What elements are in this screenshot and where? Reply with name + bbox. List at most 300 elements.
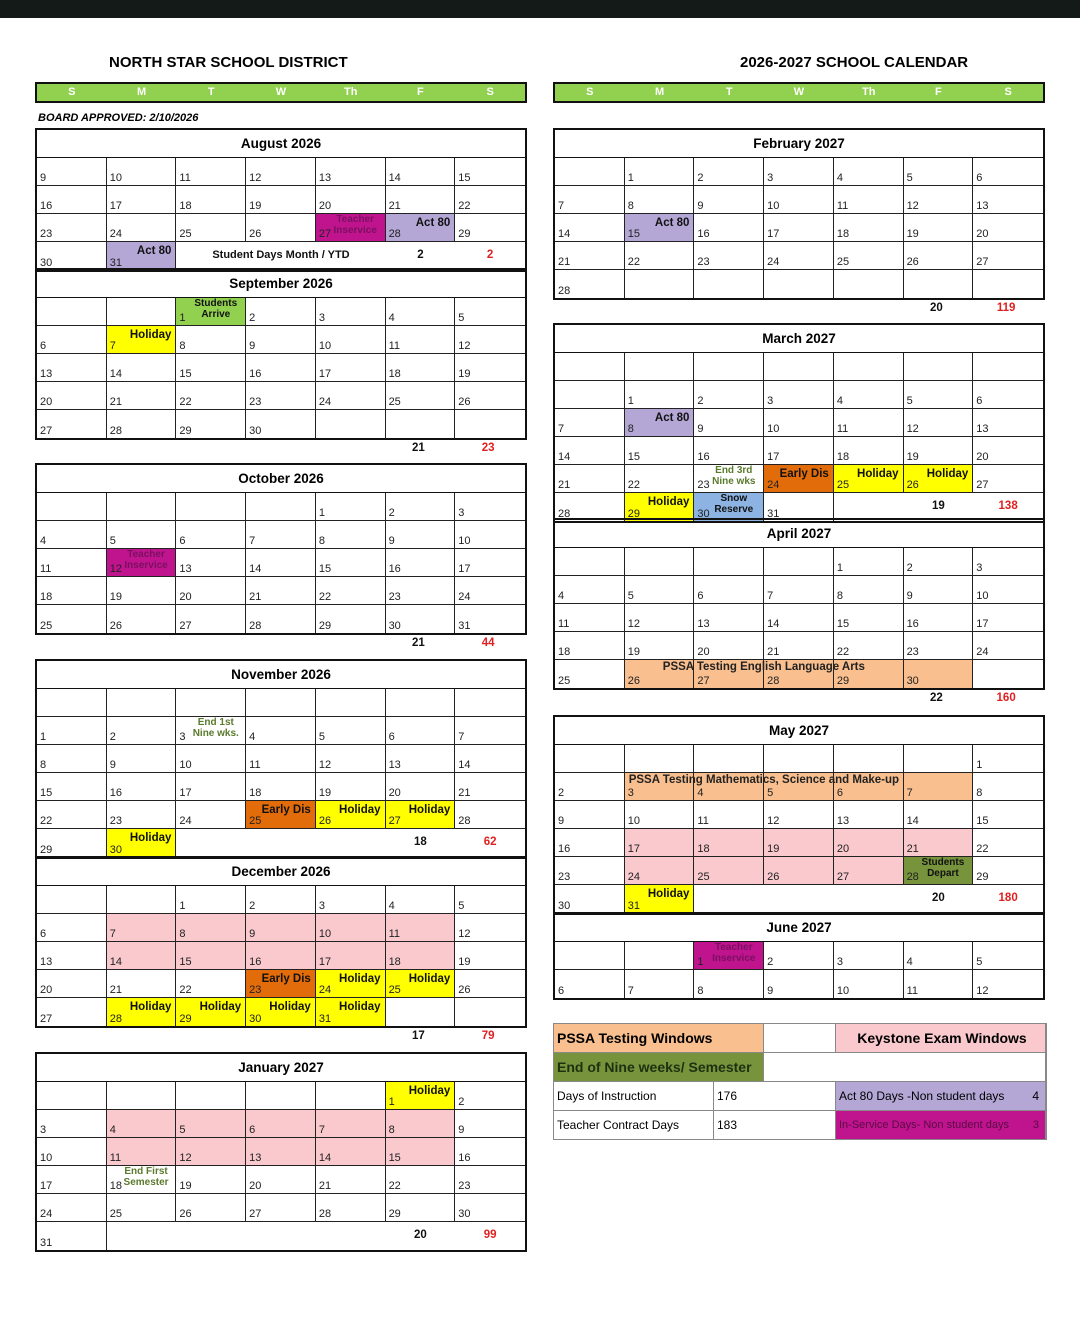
day-number: 29: [836, 675, 850, 687]
day-number: 2: [249, 312, 256, 324]
week-row: [555, 857, 1043, 885]
day-number: 19: [179, 1180, 192, 1192]
day-number: 12: [627, 618, 640, 630]
empty-cell: [834, 270, 904, 298]
empty-cell: [555, 353, 625, 381]
day-cell: [37, 549, 107, 577]
week-row: [555, 745, 1043, 773]
day-number: 16: [388, 563, 401, 575]
day-number: 17: [767, 228, 780, 240]
day-cell: [455, 521, 525, 549]
day-cell: [176, 298, 246, 326]
day-number: 12: [906, 200, 919, 212]
day-number: 27: [976, 256, 989, 268]
month-october-2026: [35, 463, 527, 635]
day-cell: [904, 942, 974, 970]
month-student-days: 20: [930, 302, 943, 314]
day-header-label: S: [1004, 86, 1012, 98]
day-number: 24: [318, 396, 332, 408]
day-cell: [176, 410, 246, 438]
day-number: 2: [767, 956, 774, 968]
day-number: 4: [40, 535, 47, 547]
day-cell: [455, 801, 525, 829]
day-number: 10: [318, 340, 332, 352]
day-number: 22: [836, 646, 850, 658]
empty-cell: [316, 410, 386, 438]
day-cell: [107, 577, 177, 605]
week-row: [37, 1222, 525, 1250]
day-number: 31: [767, 508, 780, 520]
day-cell: [176, 1138, 246, 1166]
day-number: 4: [388, 312, 395, 324]
day-cell: [694, 465, 764, 493]
day-cell: [834, 942, 904, 970]
day-cell: [246, 158, 316, 186]
day-cell: [455, 886, 525, 914]
day-number: 26: [767, 871, 780, 883]
day-number: 11: [697, 815, 709, 827]
day-cell: [107, 1194, 177, 1222]
empty-cell: [107, 1222, 177, 1250]
day-event-label: Holiday: [339, 973, 381, 985]
day-number: 6: [558, 985, 565, 997]
empty-cell: [973, 353, 1043, 381]
month-title: November 2026: [37, 661, 525, 689]
day-cell: [37, 326, 107, 354]
day-number: 11: [179, 172, 191, 184]
empty-cell: [555, 942, 625, 970]
day-number: 11: [388, 928, 400, 940]
week-row: [37, 382, 525, 410]
week-row: [37, 298, 525, 326]
month-title: June 2027: [555, 914, 1043, 942]
week-row: [37, 773, 525, 801]
day-number: 27: [179, 620, 192, 632]
day-cell: [455, 1110, 525, 1138]
day-number: 14: [767, 618, 780, 630]
day-number: 10: [767, 423, 780, 435]
day-cell: [386, 354, 456, 382]
empty-cell: [625, 353, 695, 381]
day-number: 13: [40, 368, 53, 380]
student-days-label: Student Days Month / YTD: [212, 249, 350, 261]
day-event-label: End 3rd Nine wks: [712, 465, 756, 487]
day-number: 22: [179, 984, 192, 996]
empty-cell: [904, 745, 974, 773]
day-cell: [625, 493, 695, 521]
empty-cell: [694, 885, 764, 913]
day-number: 12: [767, 815, 780, 827]
day-cell: [386, 298, 456, 326]
day-cell: [834, 576, 904, 604]
day-number: 7: [627, 985, 634, 997]
day-cell: [107, 1166, 177, 1194]
day-number: 28: [558, 508, 571, 520]
day-number: 6: [249, 1124, 256, 1136]
day-number: 8: [179, 340, 186, 352]
day-number: 8: [627, 200, 634, 212]
day-cell: [973, 632, 1043, 660]
month-june-2027: [553, 912, 1045, 1000]
day-number: 24: [318, 984, 332, 996]
day-number: 20: [388, 787, 401, 799]
day-number: 6: [976, 172, 983, 184]
day-cell: [764, 970, 834, 998]
day-number: 4: [697, 787, 704, 799]
day-cell: [37, 717, 107, 745]
day-cell: [107, 942, 177, 970]
day-cell: [176, 717, 246, 745]
day-header-label: Th: [861, 86, 876, 98]
empty-cell: [316, 829, 386, 857]
day-number: 9: [40, 172, 47, 184]
day-number: 3: [318, 312, 325, 324]
day-cell: [694, 942, 764, 970]
day-number: 30: [558, 900, 571, 912]
week-row: [37, 577, 525, 605]
day-cell: [37, 158, 107, 186]
day-cell: [107, 745, 177, 773]
day-cell: [176, 214, 246, 242]
empty-cell: [246, 493, 316, 521]
day-number: 1: [179, 900, 186, 912]
empty-cell: [246, 829, 316, 857]
day-header-label: F: [935, 86, 942, 98]
day-number: 13: [976, 423, 989, 435]
day-cell: [316, 970, 386, 998]
week-row: [555, 353, 1043, 381]
day-number: 10: [109, 172, 122, 184]
day-number: 11: [109, 1152, 122, 1164]
day-cell: [625, 437, 695, 465]
month-student-days: 20: [932, 892, 945, 904]
day-number: 3: [976, 562, 983, 574]
day-cell: [37, 970, 107, 998]
month-december-2026: [35, 856, 527, 1028]
day-cell: [694, 381, 764, 409]
day-number: 31: [109, 257, 122, 269]
day-cell: [694, 186, 764, 214]
day-cell: [973, 186, 1043, 214]
week-row: [555, 970, 1043, 998]
day-cell: [176, 577, 246, 605]
week-row: [37, 605, 525, 633]
week-row: [37, 1166, 525, 1194]
day-cell: [625, 465, 695, 493]
day-cell: [37, 1194, 107, 1222]
day-event-label: Holiday: [647, 496, 690, 508]
day-cell: [107, 970, 177, 998]
day-cell: [455, 1082, 525, 1110]
day-number: 17: [109, 200, 122, 212]
day-number: 11: [40, 563, 52, 575]
day-cell: [316, 493, 386, 521]
day-cell: [625, 604, 695, 632]
day-cell: [316, 1138, 386, 1166]
day-number: 26: [458, 984, 471, 996]
day-cell: [834, 773, 904, 801]
month-totals-row: [35, 440, 523, 462]
day-event-label: Teacher Inservice: [124, 549, 168, 571]
day-number: 29: [627, 508, 640, 520]
day-cell: [834, 437, 904, 465]
day-cell: [37, 521, 107, 549]
day-cell: [316, 326, 386, 354]
day-number: 14: [318, 1152, 332, 1164]
day-number: 13: [40, 956, 53, 968]
day-header-label: S: [586, 86, 594, 98]
day-cell: [386, 158, 456, 186]
day-event-label: Early Dis: [779, 468, 829, 480]
day-event-label: Early Dis: [261, 973, 311, 985]
day-number: 17: [767, 451, 780, 463]
day-number: 19: [318, 787, 332, 799]
day-number: 16: [558, 843, 571, 855]
day-number: 27: [388, 815, 401, 827]
week-row: [555, 942, 1043, 970]
month-april-2027: [553, 518, 1045, 690]
day-number: 30: [40, 257, 53, 269]
day-number: 27: [40, 1013, 53, 1025]
day-cell: [904, 773, 974, 801]
day-cell: [694, 970, 764, 998]
day-cell: [694, 829, 764, 857]
day-number: 22: [40, 815, 53, 827]
day-number: 4: [109, 1124, 116, 1136]
empty-cell: [625, 548, 695, 576]
day-cell: [386, 942, 456, 970]
empty-cell: [176, 689, 246, 717]
day-cell: [694, 493, 764, 521]
week-row: [37, 1082, 525, 1110]
month-may-2027: [553, 715, 1045, 915]
day-cell: [555, 604, 625, 632]
day-number: 1: [40, 731, 47, 743]
day-cell: [834, 660, 904, 688]
empty-cell: [37, 298, 107, 326]
day-number: 1: [697, 956, 704, 968]
ytd-student-days: 138: [998, 500, 1018, 512]
day-number: 20: [40, 396, 53, 408]
day-number: 23: [388, 591, 401, 603]
month-student-days: 20: [414, 1229, 427, 1241]
day-number: 31: [318, 1013, 332, 1025]
day-number: 10: [179, 759, 192, 771]
day-cell: [764, 942, 834, 970]
day-number: 12: [906, 423, 919, 435]
day-number: 21: [558, 256, 571, 268]
day-number: 16: [109, 787, 122, 799]
day-cell: [316, 1166, 386, 1194]
day-cell: [107, 605, 177, 633]
day-number: 29: [179, 1013, 192, 1025]
day-cell: [386, 521, 456, 549]
week-row: [37, 1194, 525, 1222]
day-number: 8: [388, 1124, 395, 1136]
day-cell: [176, 549, 246, 577]
day-number: 4: [836, 395, 843, 407]
day-number: 25: [109, 1208, 122, 1220]
day-cell: [973, 576, 1043, 604]
week-row: [37, 886, 525, 914]
week-row: [555, 660, 1043, 688]
month-january-2027: [35, 1052, 527, 1252]
day-cell: [386, 577, 456, 605]
day-cell: [625, 214, 695, 242]
day-number: 16: [40, 200, 53, 212]
day-cell: [316, 1110, 386, 1138]
day-cell: [37, 1138, 107, 1166]
day-number: 7: [109, 928, 116, 940]
day-cell: [176, 745, 246, 773]
day-number: 14: [906, 815, 919, 827]
contract-days-label: Teacher Contract Days: [554, 1111, 714, 1139]
day-cell: [764, 576, 834, 604]
day-cell: [764, 437, 834, 465]
day-cell: [316, 998, 386, 1026]
month-november-2026: [35, 659, 527, 859]
week-row: [37, 354, 525, 382]
day-cell: [316, 1194, 386, 1222]
day-cell: [246, 942, 316, 970]
day-number: 28: [249, 620, 262, 632]
day-cell: [764, 381, 834, 409]
day-event-label: Holiday: [857, 468, 899, 480]
month-totals-row: [35, 1028, 523, 1050]
day-header-right: [553, 82, 1045, 103]
day-number: 31: [458, 620, 471, 632]
day-cell: [555, 576, 625, 604]
day-cell: [316, 605, 386, 633]
day-number: 30: [109, 844, 122, 856]
day-number: 5: [179, 1124, 186, 1136]
day-number: 24: [767, 256, 780, 268]
empty-cell: [625, 942, 695, 970]
empty-cell: [176, 493, 246, 521]
day-number: 5: [109, 535, 116, 547]
month-totals-row: [35, 635, 523, 657]
day-number: 13: [836, 815, 850, 827]
day-header-label: M: [654, 86, 665, 98]
day-cell: [764, 660, 834, 688]
day-number: 15: [627, 451, 640, 463]
day-number: 18: [249, 787, 262, 799]
month-title: March 2027: [555, 325, 1043, 353]
day-number: 3: [767, 395, 774, 407]
month-title: April 2027: [555, 520, 1043, 548]
day-cell: [834, 158, 904, 186]
day-number: 10: [458, 535, 471, 547]
ytd-student-days: 160: [996, 692, 1016, 704]
day-cell: [694, 632, 764, 660]
empty-cell: [386, 410, 456, 438]
day-cell: [176, 1166, 246, 1194]
day-cell: [904, 632, 974, 660]
day-number: 15: [179, 368, 192, 380]
empty-cell: [176, 1222, 246, 1250]
day-number: 4: [906, 956, 913, 968]
day-number: 16: [249, 956, 262, 968]
day-number: 30: [249, 425, 262, 437]
ytd-student-days: 119: [996, 302, 1016, 314]
day-cell: [904, 242, 974, 270]
day-number: 19: [109, 591, 122, 603]
empty-cell: [694, 548, 764, 576]
week-row: [37, 717, 525, 745]
week-row: [555, 270, 1043, 298]
day-number: 5: [906, 395, 913, 407]
day-number: 17: [318, 956, 332, 968]
day-cell: [107, 382, 177, 410]
day-number: 15: [179, 956, 192, 968]
day-number: 11: [388, 340, 400, 352]
day-number: 9: [458, 1124, 465, 1136]
day-cell: [386, 1082, 456, 1110]
day-number: 28: [109, 425, 122, 437]
day-number: 29: [388, 1208, 401, 1220]
day-cell: [246, 382, 316, 410]
week-row: [37, 326, 525, 354]
day-cell: [246, 549, 316, 577]
day-number: 13: [249, 1152, 262, 1164]
day-cell: [176, 1194, 246, 1222]
day-cell: [973, 773, 1043, 801]
empty-cell: [246, 1222, 316, 1250]
empty-cell: [37, 689, 107, 717]
day-number: 15: [627, 228, 640, 240]
day-number: 18: [388, 956, 401, 968]
day-cell: [834, 829, 904, 857]
day-cell: [455, 186, 525, 214]
day-cell: [694, 604, 764, 632]
day-cell: [764, 242, 834, 270]
day-cell: [973, 857, 1043, 885]
day-number: 8: [976, 787, 983, 799]
day-cell: [107, 214, 177, 242]
day-cell: [555, 214, 625, 242]
day-number: 23: [697, 479, 710, 491]
week-row: [555, 801, 1043, 829]
day-number: 27: [697, 675, 710, 687]
day-number: 6: [40, 340, 47, 352]
day-cell: [834, 465, 904, 493]
day-number: 28: [558, 285, 571, 297]
day-number: 19: [458, 368, 471, 380]
day-cell: [973, 942, 1043, 970]
day-cell: [694, 857, 764, 885]
day-number: 2: [558, 787, 565, 799]
day-number: 27: [318, 228, 332, 240]
day-number: 3: [318, 900, 325, 912]
empty-cell: [834, 745, 904, 773]
day-cell: [107, 354, 177, 382]
day-cell: [694, 242, 764, 270]
empty-cell: [834, 353, 904, 381]
day-cell: [973, 465, 1043, 493]
day-cell: [107, 186, 177, 214]
day-cell: [764, 632, 834, 660]
day-header-label: F: [417, 86, 424, 98]
empty-cell: [37, 1082, 107, 1110]
day-number: 7: [318, 1124, 325, 1136]
day-cell: [176, 354, 246, 382]
day-number: 8: [179, 928, 186, 940]
empty-cell: [764, 745, 834, 773]
empty-cell: [694, 270, 764, 298]
day-number: 16: [458, 1152, 471, 1164]
week-row: [555, 829, 1043, 857]
day-number: 5: [627, 590, 634, 602]
